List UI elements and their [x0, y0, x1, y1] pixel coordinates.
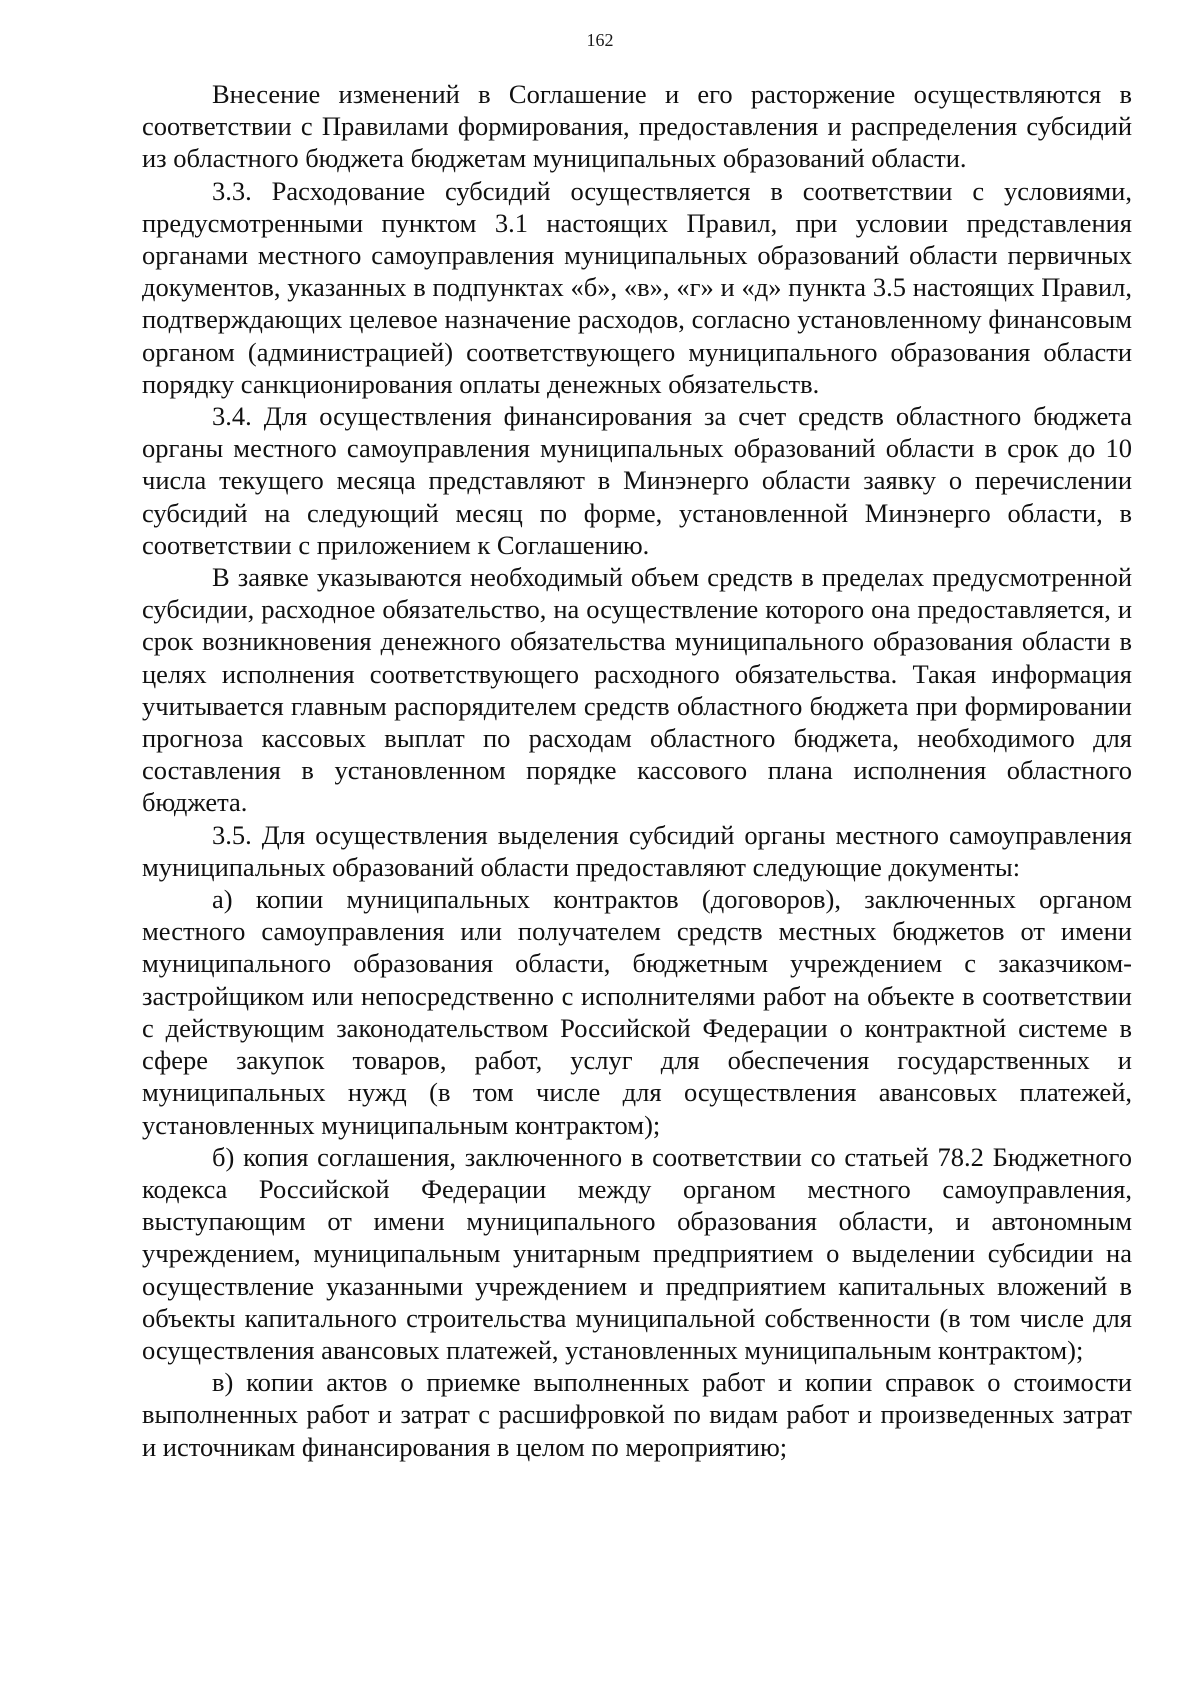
paragraph-item-a: а) копии муниципальных контрактов (договоров), заключенных органом местного самоуправления или получателем средств местных бюджетов от имени муниципального образования области, бюджетным учреждением с заказчиком-застройщиком или непосредственно с исполнителями работ на объекте в соответствии с действующим законодательством Российской Федерации о контрактной системе в сфере закупок товаров, работ, услуг для обеспечения государственных и муниципальных нужд (в том числе для осуществления авансовых платежей, установленных муниципальным контрактом); [142, 884, 1132, 1140]
document-body [142, 78, 1132, 1463]
paragraph-3-4: 3.4. Для осуществления финансирования за счет средств областного бюджета органы местного самоуправления муниципальных образований области в срок до 10 числа текущего месяца представляют в Минэнерго области заявку о перечислении субсидий на следующий месяц по форме, установленной Минэнерго области, в соответствии с приложением к Соглашению. [142, 401, 1132, 560]
paragraph-application-details: В заявке указываются необходимый объем средств в пределах предусмотренной субсидии, расходное обязательство, на осуществление которого она предоставляется, и срок возникновения денежного обязательства муниципального образования области в целях исполнения соответствующего расходного обязательства. Такая информация учитывается главным распорядителем средств областного бюджета при формировании прогноза кассовых выплат по расходам областного бюджета, необходимого для составления в установленном порядке кассового плана исполнения областного бюджета. [142, 562, 1132, 818]
paragraph-3-5: 3.5. Для осуществления выделения субсидий органы местного самоуправления муниципальных образований области предоставляют следующие документы: [142, 819, 1132, 882]
paragraph-item-v: в) копии актов о приемке выполненных работ и копии справок о стоимости выполненных работ и затрат с расшифровкой по видам работ и произведенных затрат и источникам финансирования в целом по мероприятию; [142, 1367, 1132, 1462]
paragraph-item-b: б) копия соглашения, заключенного в соответствии со статьей 78.2 Бюджетного кодекса Российской Федерации между органом местного самоуправления, выступающим от имени муниципального образования области, и автономным учреждением, муниципальным унитарным предприятием о выделении субсидии на осуществление указанными учреждением и предприятием капитальных вложений в объекты капитального строительства муниципальной собственности (в том числе для осуществления авансовых платежей, установленных муниципальным контрактом); [142, 1141, 1132, 1365]
page-number: 162 [586, 30, 614, 50]
paragraph-amendments: Внесение изменений в Соглашение и его расторжение осуществляются в соответствии с Правилами формирования, предоставления и распределения субсидий из областного бюджета бюджетам муниципальных образований области. [142, 79, 1132, 174]
paragraph-3-3: 3.3. Расходование субсидий осуществляется в соответствии с условиями, предусмотренными пунктом 3.1 настоящих Правил, при условии представления органами местного самоуправления муниципальных образований области первичных документов, указанных в подпунктах «б», «в», «г» и «д» пункта 3.5 настоящих Правил, подтверждающих целевое назначение расходов, согласно установленному финансовым органом (администрацией) соответствующего муниципального образования области порядку санкционирования оплаты денежных обязательств. [142, 175, 1132, 399]
